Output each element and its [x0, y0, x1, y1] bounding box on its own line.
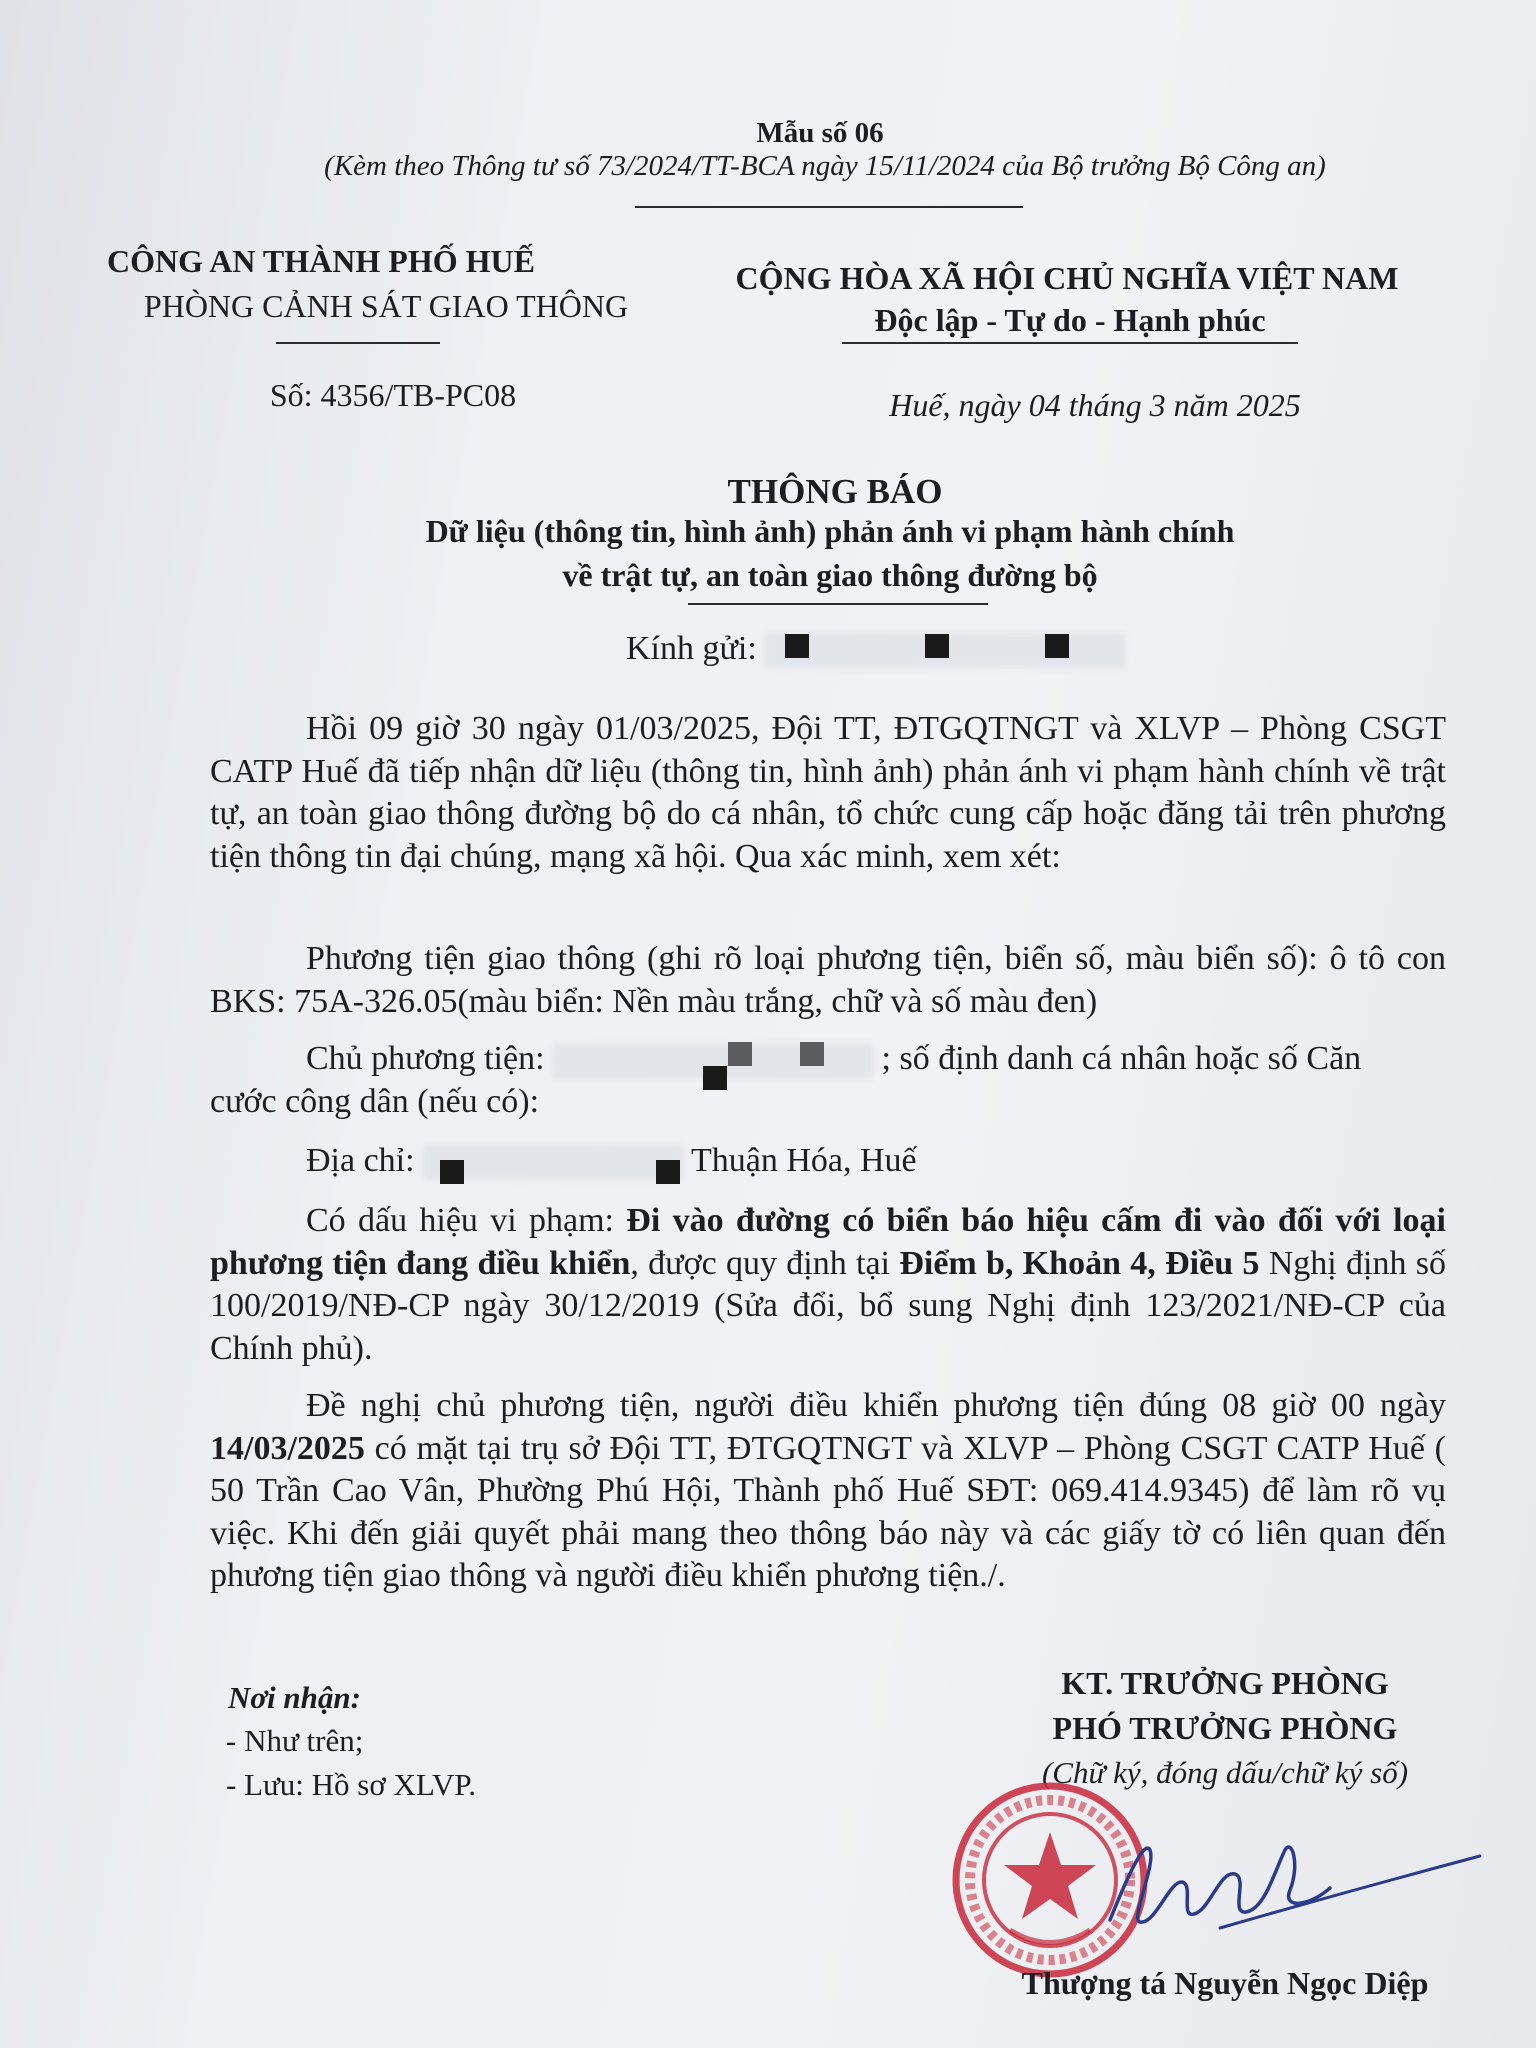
address-line: [306, 1142, 917, 1180]
violation-description: Đi vào đường có biển báo hiệu cấm đi vào đối với loại phương tiện đang điều khiển: [210, 1202, 1446, 1282]
recipients-item: - Lưu: Hồ sơ XLVP.: [226, 1767, 476, 1802]
vehicle-text: Phương tiện giao thông (ghi rõ loại phương tiện, biển số, màu biển số): ô tô con BKS: 75A-326.05(màu biển: Nền màu trắng, chữ và số màu đen): [210, 940, 1446, 1020]
motto-underline: [842, 342, 1298, 344]
reference-number: Số: 4356/TB-PC08: [269, 377, 517, 413]
form-divider: [635, 206, 1023, 208]
redaction-mark: [728, 1042, 752, 1066]
nation-name: CỘNG HÒA XÃ HỘI CHỦ NGHĨA VIỆT NAM: [735, 260, 1399, 296]
subtitle-underline: [688, 603, 988, 605]
request-end: có mặt tại trụ sở Đội TT, ĐTGQTNGT và XLVP – Phòng CSGT CATP Huế ( 50 Trần Cao Vân, Phường Phú Hội, Thành phố Huế SĐT: 069.414.9345) để làm rõ vụ việc. Khi đến giải quyết phải mang theo thông báo này và các giấy tờ có liên quan đến phương tiện giao thông và người điều khiển phương tiện./.: [210, 1429, 1446, 1594]
address-label: Địa chỉ:: [306, 1142, 415, 1179]
body-paragraph-1: [210, 708, 1446, 878]
p1-text: Hồi 09 giờ 30 ngày 01/03/2025, Đội TT, ĐTGQTNGT và XLVP – Phòng CSGT CATP Huế đã tiếp nhận dữ liệu (thông tin, hình ảnh) phản ánh vi phạm hành chính về trật tự, an toàn giao thông đường bộ do cá nhân, tổ chức cung cấp hoặc đăng tải trên phương tiện thông tin đại chúng, mạng xã hội. Qua xác minh, xem xét:: [210, 710, 1446, 875]
recipient-label: Kính gửi:: [626, 630, 757, 667]
body-paragraph-violation: [210, 1200, 1446, 1370]
redaction-mark: [800, 1042, 824, 1066]
redaction-mark: [703, 1066, 727, 1090]
request-date: 14/03/2025: [210, 1429, 365, 1467]
redaction-mark: [656, 1160, 680, 1184]
body-paragraph-request: [210, 1385, 1446, 1598]
owner-tail: ; số định danh cá nhân hoặc số Căn: [881, 1040, 1362, 1077]
place-date: Huế, ngày 04 tháng 3 năm 2025: [889, 387, 1301, 423]
issuer-divider: [276, 342, 440, 344]
signer-position: PHÓ TRƯỞNG PHÒNG: [1052, 1710, 1398, 1746]
owner-line: [306, 1040, 1361, 1078]
body-paragraph-vehicle: [210, 938, 1446, 1023]
redaction-mark: [440, 1160, 464, 1184]
violation-label: Có dấu hiệu vi phạm:: [306, 1202, 627, 1239]
handwritten-signature: [1070, 1810, 1490, 1950]
nation-motto: Độc lập - Tự do - Hạnh phúc: [874, 302, 1266, 338]
owner-line-2: cước công dân (nếu có):: [210, 1083, 540, 1120]
issuer-department: PHÒNG CẢNH SÁT GIAO THÔNG: [143, 288, 629, 324]
redaction-mark: [785, 634, 809, 658]
signature-note: (Chữ ký, đóng dấu/chữ ký số): [1041, 1755, 1409, 1790]
notice-subtitle-1: Dữ liệu (thông tin, hình ảnh) phản ánh vi phạm hành chính: [425, 513, 1235, 549]
signer-on-behalf: KT. TRƯỞNG PHÒNG: [1061, 1665, 1389, 1701]
form-attachment: (Kèm theo Thông tư số 73/2024/TT-BCA ngày 15/11/2024 của Bộ trưởng Bộ Công an): [324, 150, 1326, 182]
notice-subtitle-2: về trật tự, an toàn giao thông đường bộ: [562, 557, 1098, 593]
violation-mid: , được quy định tại: [630, 1244, 900, 1282]
issuer-agency: CÔNG AN THÀNH PHỐ HUẾ: [107, 243, 535, 279]
recipients-item: - Như trên;: [226, 1723, 364, 1758]
redaction-mark: [1045, 634, 1069, 658]
signer-name: Thượng tá Nguyễn Ngọc Diệp: [1021, 1965, 1429, 2001]
violation-end: Nghị định số 100/2019/NĐ-CP ngày 30/12/2019 (Sửa đổi, bổ sung Nghị định 123/2021/NĐ-CP của Chính phủ).: [210, 1244, 1446, 1367]
address-tail: Thuận Hóa, Huế: [690, 1142, 917, 1179]
recipients-title: Nơi nhận:: [228, 1680, 361, 1715]
request-start: Đề nghị chủ phương tiện, người điều khiển phương tiện đúng 08 giờ 00 ngày: [306, 1387, 1446, 1424]
notice-title: THÔNG BÁO: [727, 472, 943, 511]
violation-reference: Điểm b, Khoản 4, Điều 5: [899, 1244, 1260, 1282]
form-number: Mẫu số 06: [756, 117, 884, 149]
owner-label: Chủ phương tiện:: [306, 1040, 545, 1077]
redaction-mark: [925, 634, 949, 658]
